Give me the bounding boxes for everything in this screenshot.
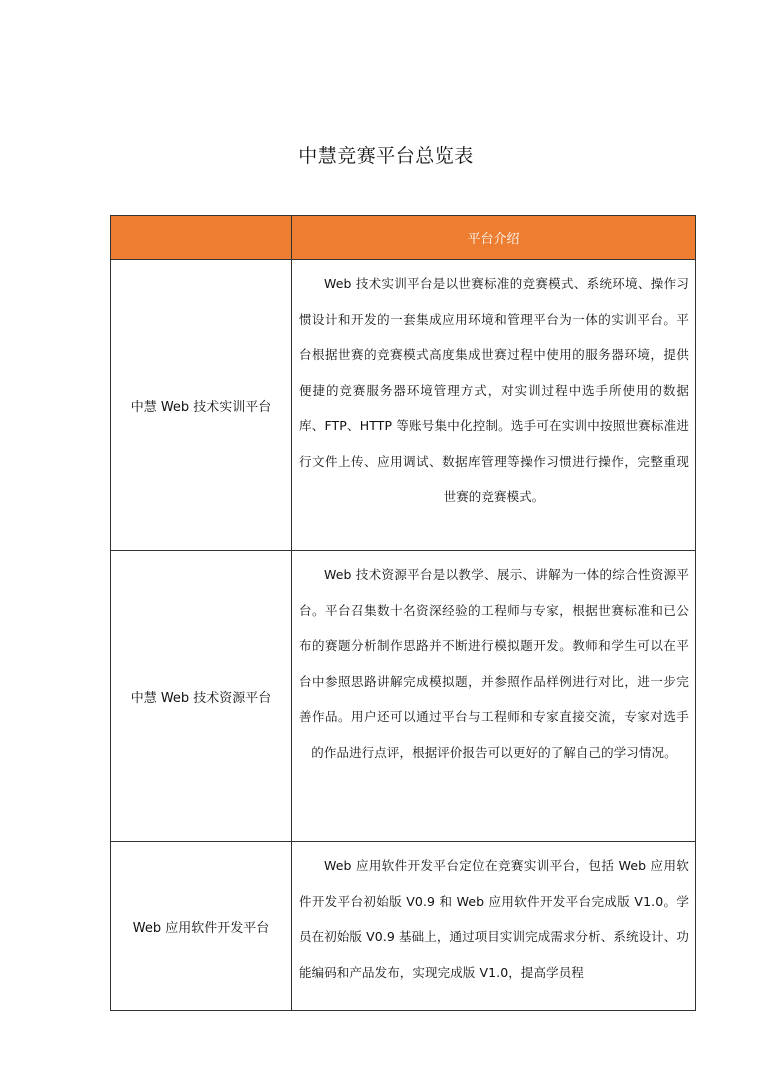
- platform-name-cell: 中慧 Web 技术实训平台: [111, 260, 292, 551]
- platform-description-cell: Web 技术实训平台是以世赛标准的竞赛模式、系统环境、操作习惯设计和开发的一套集成应用环境和管理平台为一体的实训平台。平台根据世赛的竞赛模式高度集成世赛过程中使用的服务器环境，提供便捷的竞赛服务器环境管理方式，对实训过程中选手所使用的数据库、FTP、HTTP 等账号集中化控制。选手可在实训中按照世赛标准进行文件上传、应用调试、数据库管理等操作习惯进行操作，完整重现世赛的竞赛模式。: [292, 260, 696, 551]
- platform-description-text: Web 应用软件开发平台定位在竞赛实训平台，包括 Web 应用软件开发平台初始版 V0.9 和 Web 应用软件开发平台完成版 V1.0。学员在初始版 V0.9 基础上，通过项目实训完成需求分析、系统设计、功能编码和产品发布，实现完成版 V1.0，提高学员程: [299, 858, 689, 980]
- page-title: 中慧竞赛平台总览表: [298, 145, 474, 167]
- platform-name-cell: 中慧 Web 技术资源平台: [111, 551, 292, 842]
- table-row: [111, 260, 696, 551]
- platform-description-cell: Web 技术资源平台是以教学、展示、讲解为一体的综合性资源平台。平台召集数十名资深经验的工程师与专家，根据世赛标准和已公布的赛题分析制作思路并不断进行模拟题开发。教师和学生可以在平台中参照思路讲解完成模拟题，并参照作品样例进行对比，进一步完善作品。用户还可以通过平台与工程师和专家直接交流，专家对选手的作品进行点评，根据评价报告可以更好的了解自己的学习情况。: [292, 551, 696, 842]
- platform-overview-table: [110, 215, 696, 1011]
- table-row: [111, 842, 696, 1011]
- header-cell-platform: [111, 216, 292, 260]
- table-row: [111, 551, 696, 842]
- platform-description-cell: [292, 842, 696, 1011]
- table-header-row: [111, 216, 696, 260]
- header-cell-introduction: 平台介绍: [292, 216, 696, 260]
- platform-name-cell: Web 应用软件开发平台: [111, 842, 292, 1011]
